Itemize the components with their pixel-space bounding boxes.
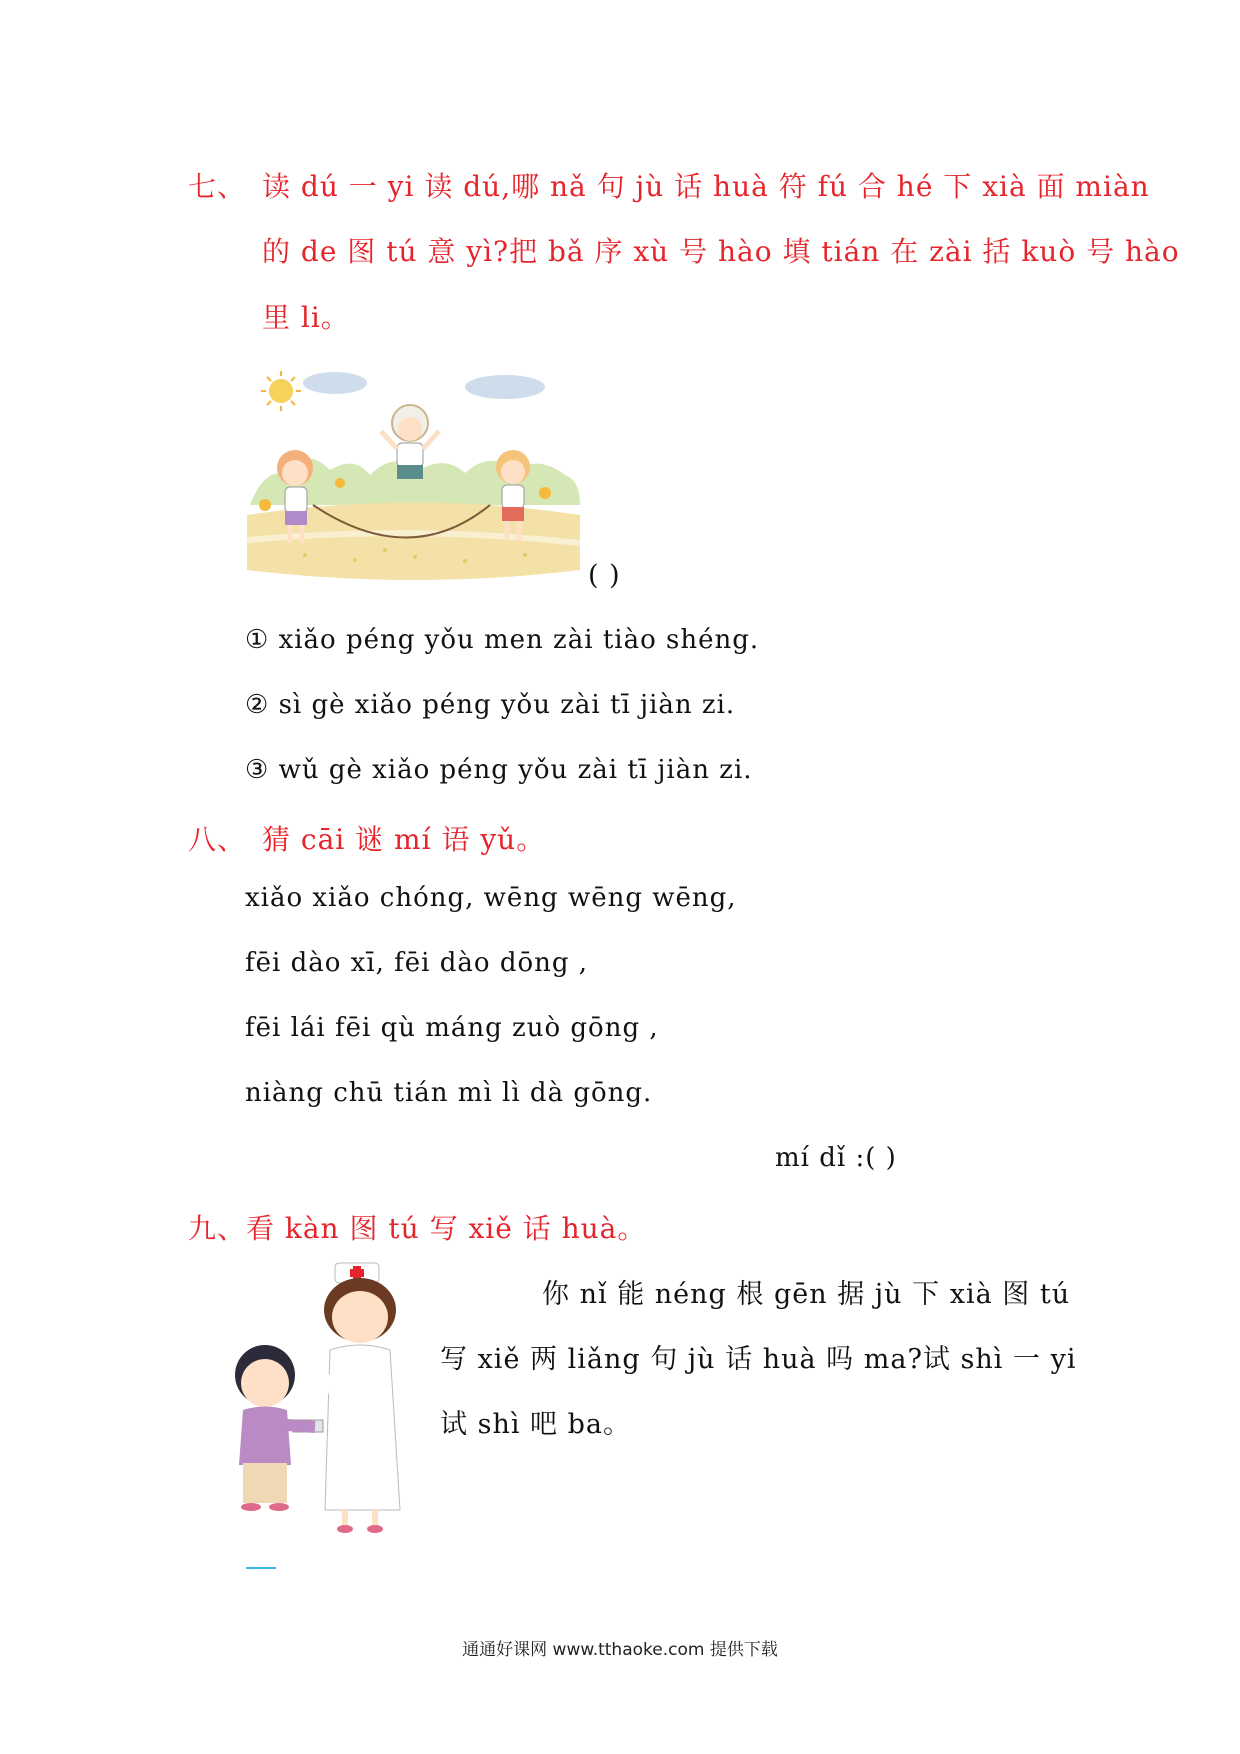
q9-prompt-line2: 写 xiě 两 liǎng 句 jù 话 huà 吗 ma?试 shì 一 yi xyxy=(440,1344,1077,1375)
q7-option-3: ③ wǔ gè xiǎo péng yǒu zài tī jiàn zi. xyxy=(245,755,753,785)
q7-option-1: ① xiǎo péng yǒu men zài tiào shéng. xyxy=(245,625,760,655)
q9-prompt-line1: 你 nǐ 能 néng 根 gēn 据 jù 下 xià 图 tú xyxy=(542,1279,1071,1310)
riddle-line-2: fēi dào xī, fēi dào dōng , xyxy=(245,948,589,978)
q7-number: 七、 xyxy=(188,170,247,203)
nurse-and-boy-illustration xyxy=(225,1255,435,1535)
jump-rope-illustration xyxy=(245,365,585,595)
q7-instruction-line3: 里 li。 xyxy=(262,301,350,334)
riddle-line-4: niàng chū tián mì lì dà gōng. xyxy=(245,1078,653,1108)
q9-prompt-line3: 试 shì 吧 ba。 xyxy=(440,1409,632,1440)
q7-instruction-line2: 的 de 图 tú 意 yì?把 bǎ 序 xù 号 hào 填 tián 在 zài 括 kuò 号 hào xyxy=(262,235,1180,268)
q7-option-2: ② sì gè xiǎo péng yǒu zài tī jiàn zi. xyxy=(245,690,736,720)
q7-answer-bracket[interactable]: ( ) xyxy=(588,560,621,591)
page-footer: 通通好课网 www.tthaoke.com 提供下载 xyxy=(462,1640,778,1660)
riddle-answer[interactable]: mí dǐ :( ) xyxy=(775,1143,897,1173)
q7-instruction-line1: 读 dú 一 yi 读 dú,哪 nǎ 句 jù 话 huà 符 fú 合 hé 下 xià 面 miàn xyxy=(262,170,1150,203)
q9-title: 九、看 kàn 图 tú 写 xiě 话 huà。 xyxy=(188,1212,647,1245)
q8-title: 猜 cāi 谜 mí 语 yǔ。 xyxy=(262,823,546,856)
riddle-line-3: fēi lái fēi qù máng zuò gōng , xyxy=(245,1013,659,1043)
q8-number: 八、 xyxy=(188,823,247,856)
riddle-line-1: xiǎo xiǎo chóng, wēng wēng wēng, xyxy=(245,883,737,913)
writing-line-mark xyxy=(246,1567,276,1569)
